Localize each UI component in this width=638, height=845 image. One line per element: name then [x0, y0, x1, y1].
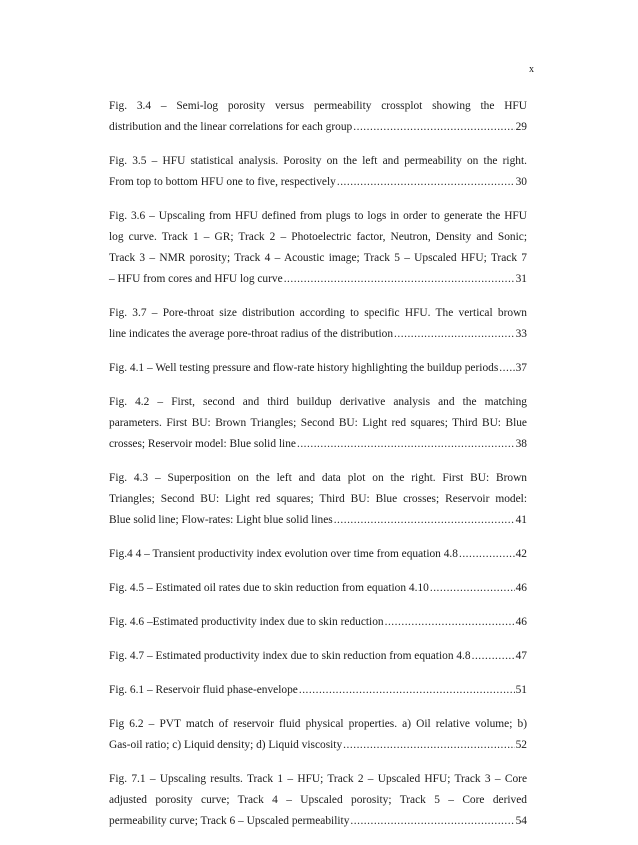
figure-entry[interactable] [109, 578, 527, 599]
dot-leader [499, 358, 514, 379]
figure-page-number[interactable]: 41 [515, 514, 527, 526]
figure-entry[interactable] [109, 96, 527, 138]
dot-leader [343, 735, 514, 756]
figure-page-number[interactable]: 29 [515, 121, 527, 133]
figure-caption-line: Fig. 3.7 – Pore-throat size distribution according to specific HFU. The vertical brown [109, 307, 527, 319]
page-number: x [529, 64, 534, 75]
figure-page-number[interactable]: 51 [515, 684, 527, 696]
figure-caption-last-line [109, 358, 527, 379]
figure-caption-last-line [109, 324, 527, 345]
figure-caption-text: Gas-oil ratio; c) Liquid density; d) Liquid viscosity [109, 739, 343, 751]
dot-leader [350, 811, 514, 832]
figure-caption-text: Fig. 4.6 –Estimated productivity index due to skin reduction [109, 616, 384, 628]
dot-leader [284, 269, 515, 290]
figure-entry[interactable] [109, 544, 527, 565]
figure-caption-last-line [109, 510, 527, 531]
figure-entry[interactable] [109, 769, 527, 832]
figure-caption-last-line [109, 172, 527, 193]
figure-page-number[interactable]: 47 [515, 650, 527, 662]
figure-page-number[interactable]: 46 [515, 582, 527, 594]
figure-caption-line: Triangles; Second BU: Light red squares; Third BU: Blue crosses; Reservoir model: [109, 493, 527, 505]
figure-caption-last-line [109, 735, 527, 756]
figure-entry[interactable] [109, 646, 527, 667]
figure-entry[interactable] [109, 206, 527, 290]
figure-caption-text: crosses; Reservoir model: Blue solid line [109, 438, 296, 450]
figure-caption-last-line [109, 612, 527, 633]
figure-entry[interactable] [109, 680, 527, 701]
figure-page-number[interactable]: 33 [515, 328, 527, 340]
figure-caption-text: Fig. 6.1 – Reservoir fluid phase-envelope [109, 684, 298, 696]
figure-caption-last-line [109, 578, 527, 599]
figure-caption-line: Fig 6.2 – PVT match of reservoir fluid physical properties. a) Oil relative volume; b) [109, 718, 527, 730]
figure-page-number[interactable]: 38 [515, 438, 527, 450]
dot-leader [430, 578, 515, 599]
figure-page-number[interactable]: 52 [515, 739, 527, 751]
dot-leader [353, 117, 514, 138]
dot-leader [472, 646, 515, 667]
figure-caption-last-line [109, 269, 527, 290]
figure-entry[interactable] [109, 151, 527, 193]
figure-page-number[interactable]: 42 [515, 548, 527, 560]
figure-page-number[interactable]: 46 [515, 616, 527, 628]
dot-leader [337, 172, 515, 193]
figure-caption-last-line [109, 117, 527, 138]
figure-entry[interactable] [109, 303, 527, 345]
figure-caption-last-line [109, 544, 527, 565]
figure-caption-last-line [109, 680, 527, 701]
figure-page-number[interactable]: 30 [515, 176, 527, 188]
figure-entry[interactable] [109, 468, 527, 531]
figure-caption-text: Fig.4 4 – Transient productivity index evolution over time from equation 4.8 [109, 548, 458, 560]
dot-leader [299, 680, 515, 701]
figure-caption-line: Fig. 3.5 – HFU statistical analysis. Porosity on the left and permeability on the right. [109, 155, 527, 167]
dot-leader [297, 434, 515, 455]
figure-page-number[interactable]: 37 [515, 362, 527, 374]
figure-caption-line: log curve. Track 1 – GR; Track 2 – Photoelectric factor, Neutron, Density and Sonic; [109, 231, 527, 243]
dot-leader [334, 510, 515, 531]
figure-caption-line: adjusted porosity curve; Track 4 – Upscaled porosity; Track 5 – Core derived [109, 794, 527, 806]
figure-entry[interactable] [109, 612, 527, 633]
dot-leader [385, 612, 515, 633]
figure-caption-line: Fig. 7.1 – Upscaling results. Track 1 – HFU; Track 2 – Upscaled HFU; Track 3 – Core [109, 773, 527, 785]
figure-caption-line: Fig. 3.4 – Semi-log porosity versus permeability crossplot showing the HFU [109, 100, 527, 112]
dot-leader [459, 544, 515, 565]
figure-entry[interactable] [109, 392, 527, 455]
figure-page-number[interactable]: 54 [515, 815, 527, 827]
figure-caption-last-line [109, 646, 527, 667]
figure-caption-line: Fig. 3.6 – Upscaling from HFU defined from plugs to logs in order to generate the HFU [109, 210, 527, 222]
figure-caption-text: Fig. 4.7 – Estimated productivity index due to skin reduction from equation 4.8 [109, 650, 471, 662]
figure-caption-text: Blue solid line; Flow-rates: Light blue solid lines [109, 514, 333, 526]
figure-caption-line: parameters. First BU: Brown Triangles; Second BU: Light red squares; Third BU: Blue [109, 417, 527, 429]
figure-caption-line: Fig. 4.3 – Superposition on the left and data plot on the right. First BU: Brown [109, 472, 527, 484]
figure-caption-line: Fig. 4.2 – First, second and third buildup derivative analysis and the matching [109, 396, 527, 408]
figure-caption-text: permeability curve; Track 6 – Upscaled permeability [109, 815, 350, 827]
figure-page-number[interactable]: 31 [515, 273, 527, 285]
figure-entry[interactable] [109, 358, 527, 379]
figure-entry[interactable] [109, 714, 527, 756]
figure-caption-text: – HFU from cores and HFU log curve [109, 273, 283, 285]
figure-caption-text: line indicates the average pore-throat radius of the distribution [109, 328, 394, 340]
list-of-figures [109, 96, 527, 845]
figure-caption-text: distribution and the linear correlations for each group [109, 121, 353, 133]
figure-caption-text: Fig. 4.5 – Estimated oil rates due to skin reduction from equation 4.10 [109, 582, 429, 594]
figure-caption-line: Track 3 – NMR porosity; Track 4 – Acoustic image; Track 5 – Upscaled HFU; Track 7 [109, 252, 527, 264]
figure-caption-last-line [109, 811, 527, 832]
figure-caption-last-line [109, 434, 527, 455]
figure-caption-text: From top to bottom HFU one to five, respectively [109, 176, 336, 188]
figure-caption-text: Fig. 4.1 – Well testing pressure and flow-rate history highlighting the buildup periods [109, 362, 499, 374]
dot-leader [394, 324, 515, 345]
